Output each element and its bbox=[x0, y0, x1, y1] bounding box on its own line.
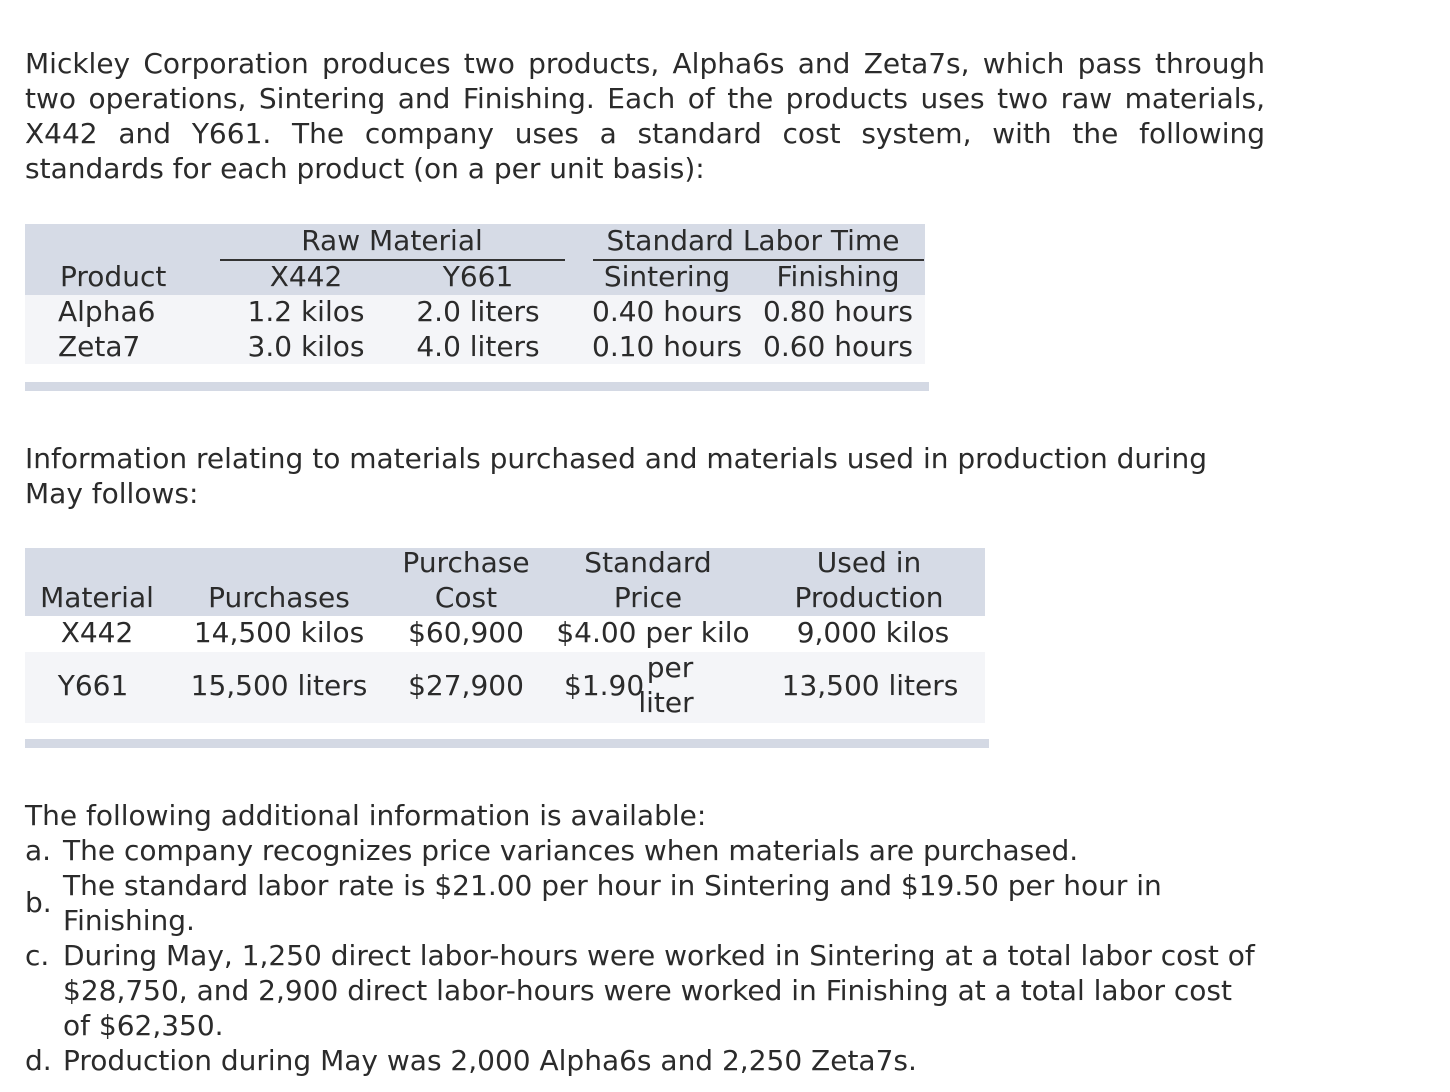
table-cell-purchases: 15,500 liters bbox=[190, 669, 368, 702]
additional-info-list bbox=[25, 833, 1275, 1078]
list-item bbox=[25, 868, 1275, 938]
list-marker: c. bbox=[25, 939, 50, 972]
list-marker: b. bbox=[25, 886, 52, 919]
list-item bbox=[25, 833, 1275, 868]
table-cell-material: X442 bbox=[60, 616, 134, 649]
header-used-line1: Used in bbox=[816, 546, 922, 579]
table-cell-used: 13,500 liters bbox=[781, 669, 959, 702]
table-cell-price-amount: $1.90 bbox=[564, 669, 645, 702]
list-item-text: The company recognizes price variances when materials are purchased. bbox=[63, 834, 1079, 867]
header-standard-price-line2: Price bbox=[613, 581, 683, 614]
table-cell-x442: 3.0 kilos bbox=[247, 330, 365, 363]
list-marker: a. bbox=[25, 834, 52, 867]
header-sintering: Sintering bbox=[603, 260, 731, 293]
header-purchase-cost-line1: Purchase bbox=[402, 546, 530, 579]
header-standard-price-line1: Standard bbox=[584, 546, 712, 579]
table-cell-finishing: 0.60 hours bbox=[763, 330, 913, 363]
additional-info-lead: The following additional information is available: bbox=[25, 799, 707, 832]
table-cell-price-unit-line2: liter bbox=[638, 686, 694, 719]
header-material: Material bbox=[40, 581, 154, 614]
standards-table-bottom-bar bbox=[25, 382, 929, 391]
table-cell-used: 9,000 kilos bbox=[796, 616, 950, 649]
materials-table-bottom-bar bbox=[25, 739, 989, 748]
header-y661: Y661 bbox=[442, 260, 514, 293]
table-cell-purchases: 14,500 kilos bbox=[193, 616, 365, 649]
intro-paragraph: Mickley Corporation produces two products, Alpha6s and Zeta7s, which pass through two operations, Sintering and Finishing. Each of the products uses two raw materials, X442 and Y661. The company uses a standard cost system, with the following standards for each product (on a per unit basis): bbox=[25, 47, 1265, 185]
header-purchases: Purchases bbox=[208, 581, 350, 614]
table-cell-material: Y661 bbox=[57, 669, 129, 702]
list-item-text: Production during May was 2,000 Alpha6s and 2,250 Zeta7s. bbox=[63, 1044, 917, 1077]
list-item bbox=[25, 1043, 1275, 1078]
header-used-line2: Production bbox=[794, 581, 944, 614]
header-x442: X442 bbox=[269, 260, 343, 293]
table-cell-finishing: 0.80 hours bbox=[763, 295, 913, 328]
table-cell-price: $4.00 per kilo bbox=[556, 616, 750, 649]
table-cell-cost: $27,900 bbox=[408, 669, 524, 702]
header-purchase-cost-line2: Cost bbox=[434, 581, 498, 614]
table-cell-y661: 4.0 liters bbox=[416, 330, 540, 363]
table-cell-price-unit-line1: per bbox=[646, 651, 694, 684]
table-row-product: Alpha6 bbox=[58, 295, 156, 328]
list-item-text: During May, 1,250 direct labor-hours were worked in Sintering at a total labor cost of $28,750, and 2,900 direct labor-hours were worked in Finishing at a total labor cost of $62,350. bbox=[63, 939, 1255, 1042]
list-item bbox=[25, 938, 1275, 1043]
list-item-text: The standard labor rate is $21.00 per hour in Sintering and $19.50 per hour in Finishing. bbox=[63, 869, 1162, 937]
table-cell-sintering: 0.40 hours bbox=[592, 295, 742, 328]
table-cell-x442: 1.2 kilos bbox=[247, 295, 365, 328]
table-row-product: Zeta7 bbox=[58, 330, 141, 363]
materials-table bbox=[25, 548, 985, 723]
list-marker: d. bbox=[25, 1044, 52, 1077]
header-finishing: Finishing bbox=[776, 260, 900, 293]
table-cell-sintering: 0.10 hours bbox=[592, 330, 742, 363]
table-cell-y661: 2.0 liters bbox=[416, 295, 540, 328]
standards-table bbox=[25, 224, 925, 364]
header-raw-material: Raw Material bbox=[301, 224, 483, 257]
table-cell-cost: $60,900 bbox=[408, 616, 524, 649]
header-product: Product bbox=[60, 260, 167, 293]
materials-intro-paragraph: Information relating to materials purchased and materials used in production during May follows: bbox=[25, 442, 1207, 510]
additional-info bbox=[25, 798, 1275, 1078]
header-standard-labor-time: Standard Labor Time bbox=[606, 224, 900, 257]
